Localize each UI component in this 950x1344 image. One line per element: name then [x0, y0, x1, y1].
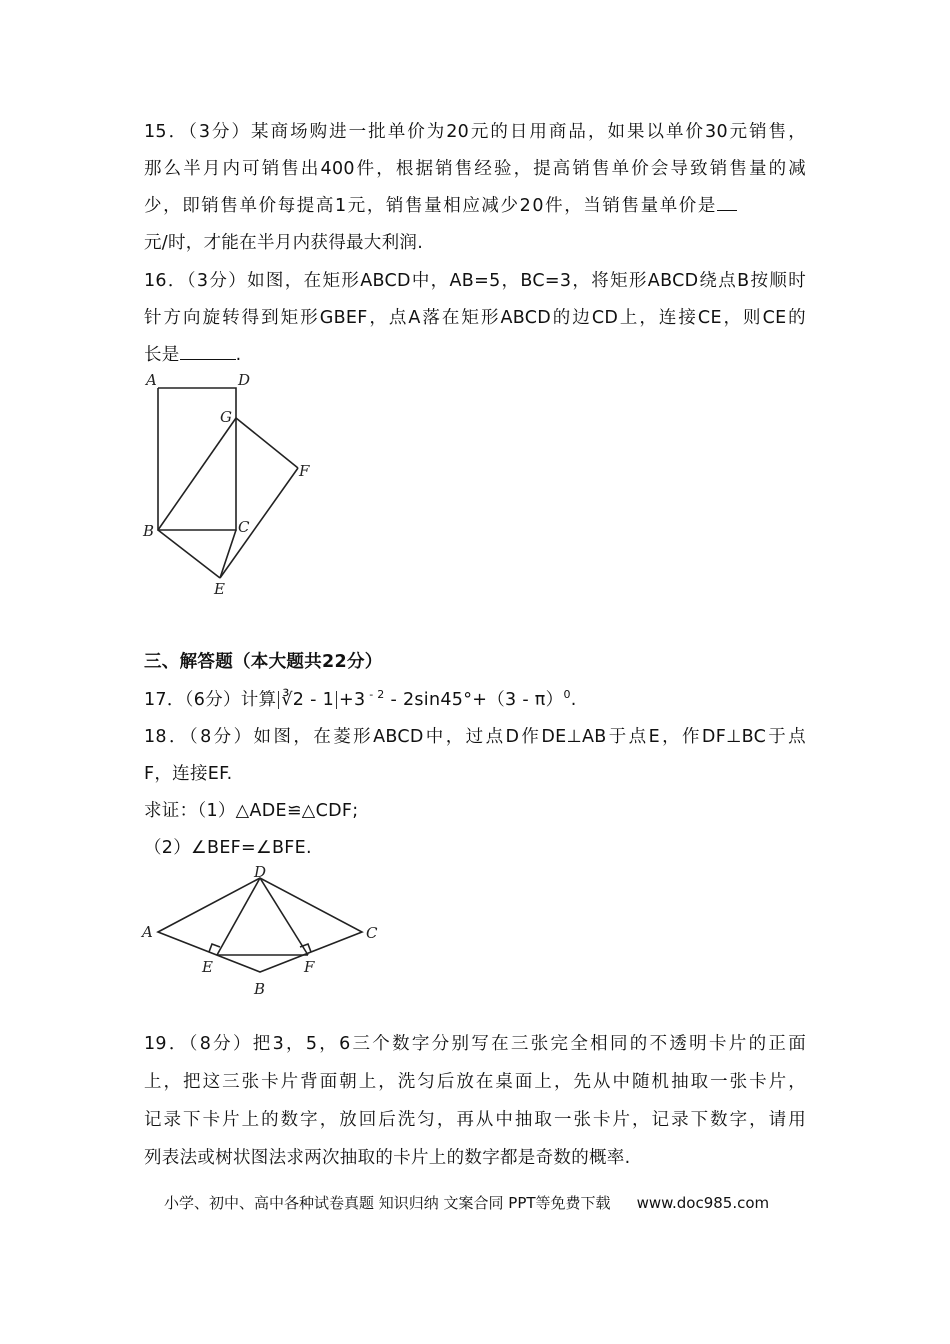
q16-line-3 [144, 341, 241, 366]
rhombus-abcd [158, 878, 362, 972]
q17-minus-one: - 1 [304, 690, 335, 710]
q17-radical: ∛2 [281, 690, 305, 710]
label-c: C [366, 924, 378, 942]
right-angle-e [209, 944, 220, 952]
footer-text: 小学、初中、高中各种试卷真题 知识归纳 文案合同 PPT等免费下载 [164, 1194, 611, 1212]
label-d: D [254, 863, 267, 881]
q15-line-3-text: 少，即销售单价每提高1元，销售量相应减少20件，当销售量单价是 [144, 196, 717, 216]
footer-site-link[interactable]: www.doc985.com [636, 1194, 770, 1212]
label-f: F [304, 958, 315, 976]
q17-end: . [570, 690, 577, 710]
q17-exponent-zero: 0 [563, 688, 571, 702]
q15-line-1: 15．（3分）某商场购进一批单价为20元的日用商品，如果以单价30元销售， [144, 122, 806, 142]
label-a: A [146, 371, 157, 389]
segment-gf [236, 418, 298, 468]
page-footer [164, 1192, 769, 1213]
q16-line-3-text: 长是 [144, 345, 180, 365]
abs-bar-left [278, 691, 279, 709]
segment-fe [220, 468, 298, 578]
label-a: A [142, 923, 153, 941]
label-b: B [254, 980, 266, 998]
segment-be [158, 530, 220, 578]
label-f: F [299, 462, 310, 480]
q19-line-3: 记录下卡片上的数字，放回后洗匀，再从中抽取一张卡片，记录下数字，请用 [144, 1110, 806, 1130]
q18-line-3: 求证：（1）△ADE≌△CDF; [144, 801, 359, 821]
q18-figure [138, 860, 388, 1002]
q16-figure [138, 368, 328, 603]
q19-line-4: 列表法或树状图法求两次抽取的卡片上的数字都是奇数的概率. [144, 1148, 631, 1168]
q19-line-2: 上，把这三张卡片背面朝上，洗匀后放在桌面上，先从中随机抽取一张卡片， [144, 1072, 806, 1092]
q17-prefix: 17．（6分）计算 [144, 690, 277, 710]
segment-bg [158, 418, 236, 530]
q17-middle: - 2sin45°+（3 - π） [384, 690, 564, 710]
label-c: C [238, 518, 250, 536]
segment-df [260, 878, 308, 955]
section-3-heading: 三、解答题（本大题共22分） [144, 652, 383, 672]
label-g: G [220, 408, 232, 426]
q16-line-2: 针方向旋转得到矩形GBEF，点A落在矩形ABCD的边CD上，连接CE，则CE的 [144, 308, 806, 328]
q17-exponent-neg2: - 2 [365, 688, 385, 702]
q15-line-3 [144, 192, 806, 217]
q17-after-abs: +3 [339, 690, 366, 710]
q17-line [144, 686, 577, 711]
q18-line-1: 18．（8分）如图，在菱形ABCD中，过点D作DE⊥AB于点E，作DF⊥BC于点 [144, 727, 806, 747]
label-e: E [202, 958, 213, 976]
q16-line-1: 16．（3分）如图，在矩形ABCD中，AB=5，BC=3，将矩形ABCD绕点B按顺时 [144, 271, 806, 291]
label-d: D [238, 371, 251, 389]
q16-answer-blank [180, 343, 236, 360]
q16-line-3-end: . [235, 345, 242, 365]
segment-ce [220, 530, 236, 578]
q15-line-2: 那么半月内可销售出400件，根据销售经验，提高销售单价会导致销售量的减 [144, 159, 806, 179]
q18-line-4: （2）∠BEF=∠BFE. [144, 838, 312, 858]
abs-bar-right [336, 691, 337, 709]
label-b: B [143, 522, 155, 540]
q15-line-4: 元/时，才能在半月内获得最大利润. [144, 233, 424, 253]
q18-line-2: F，连接EF. [144, 764, 233, 784]
q15-answer-blank [717, 194, 737, 211]
q19-line-1: 19．（8分）把3，5，6三个数字分别写在三张完全相同的不透明卡片的正面 [144, 1034, 806, 1054]
label-e: E [214, 580, 225, 598]
